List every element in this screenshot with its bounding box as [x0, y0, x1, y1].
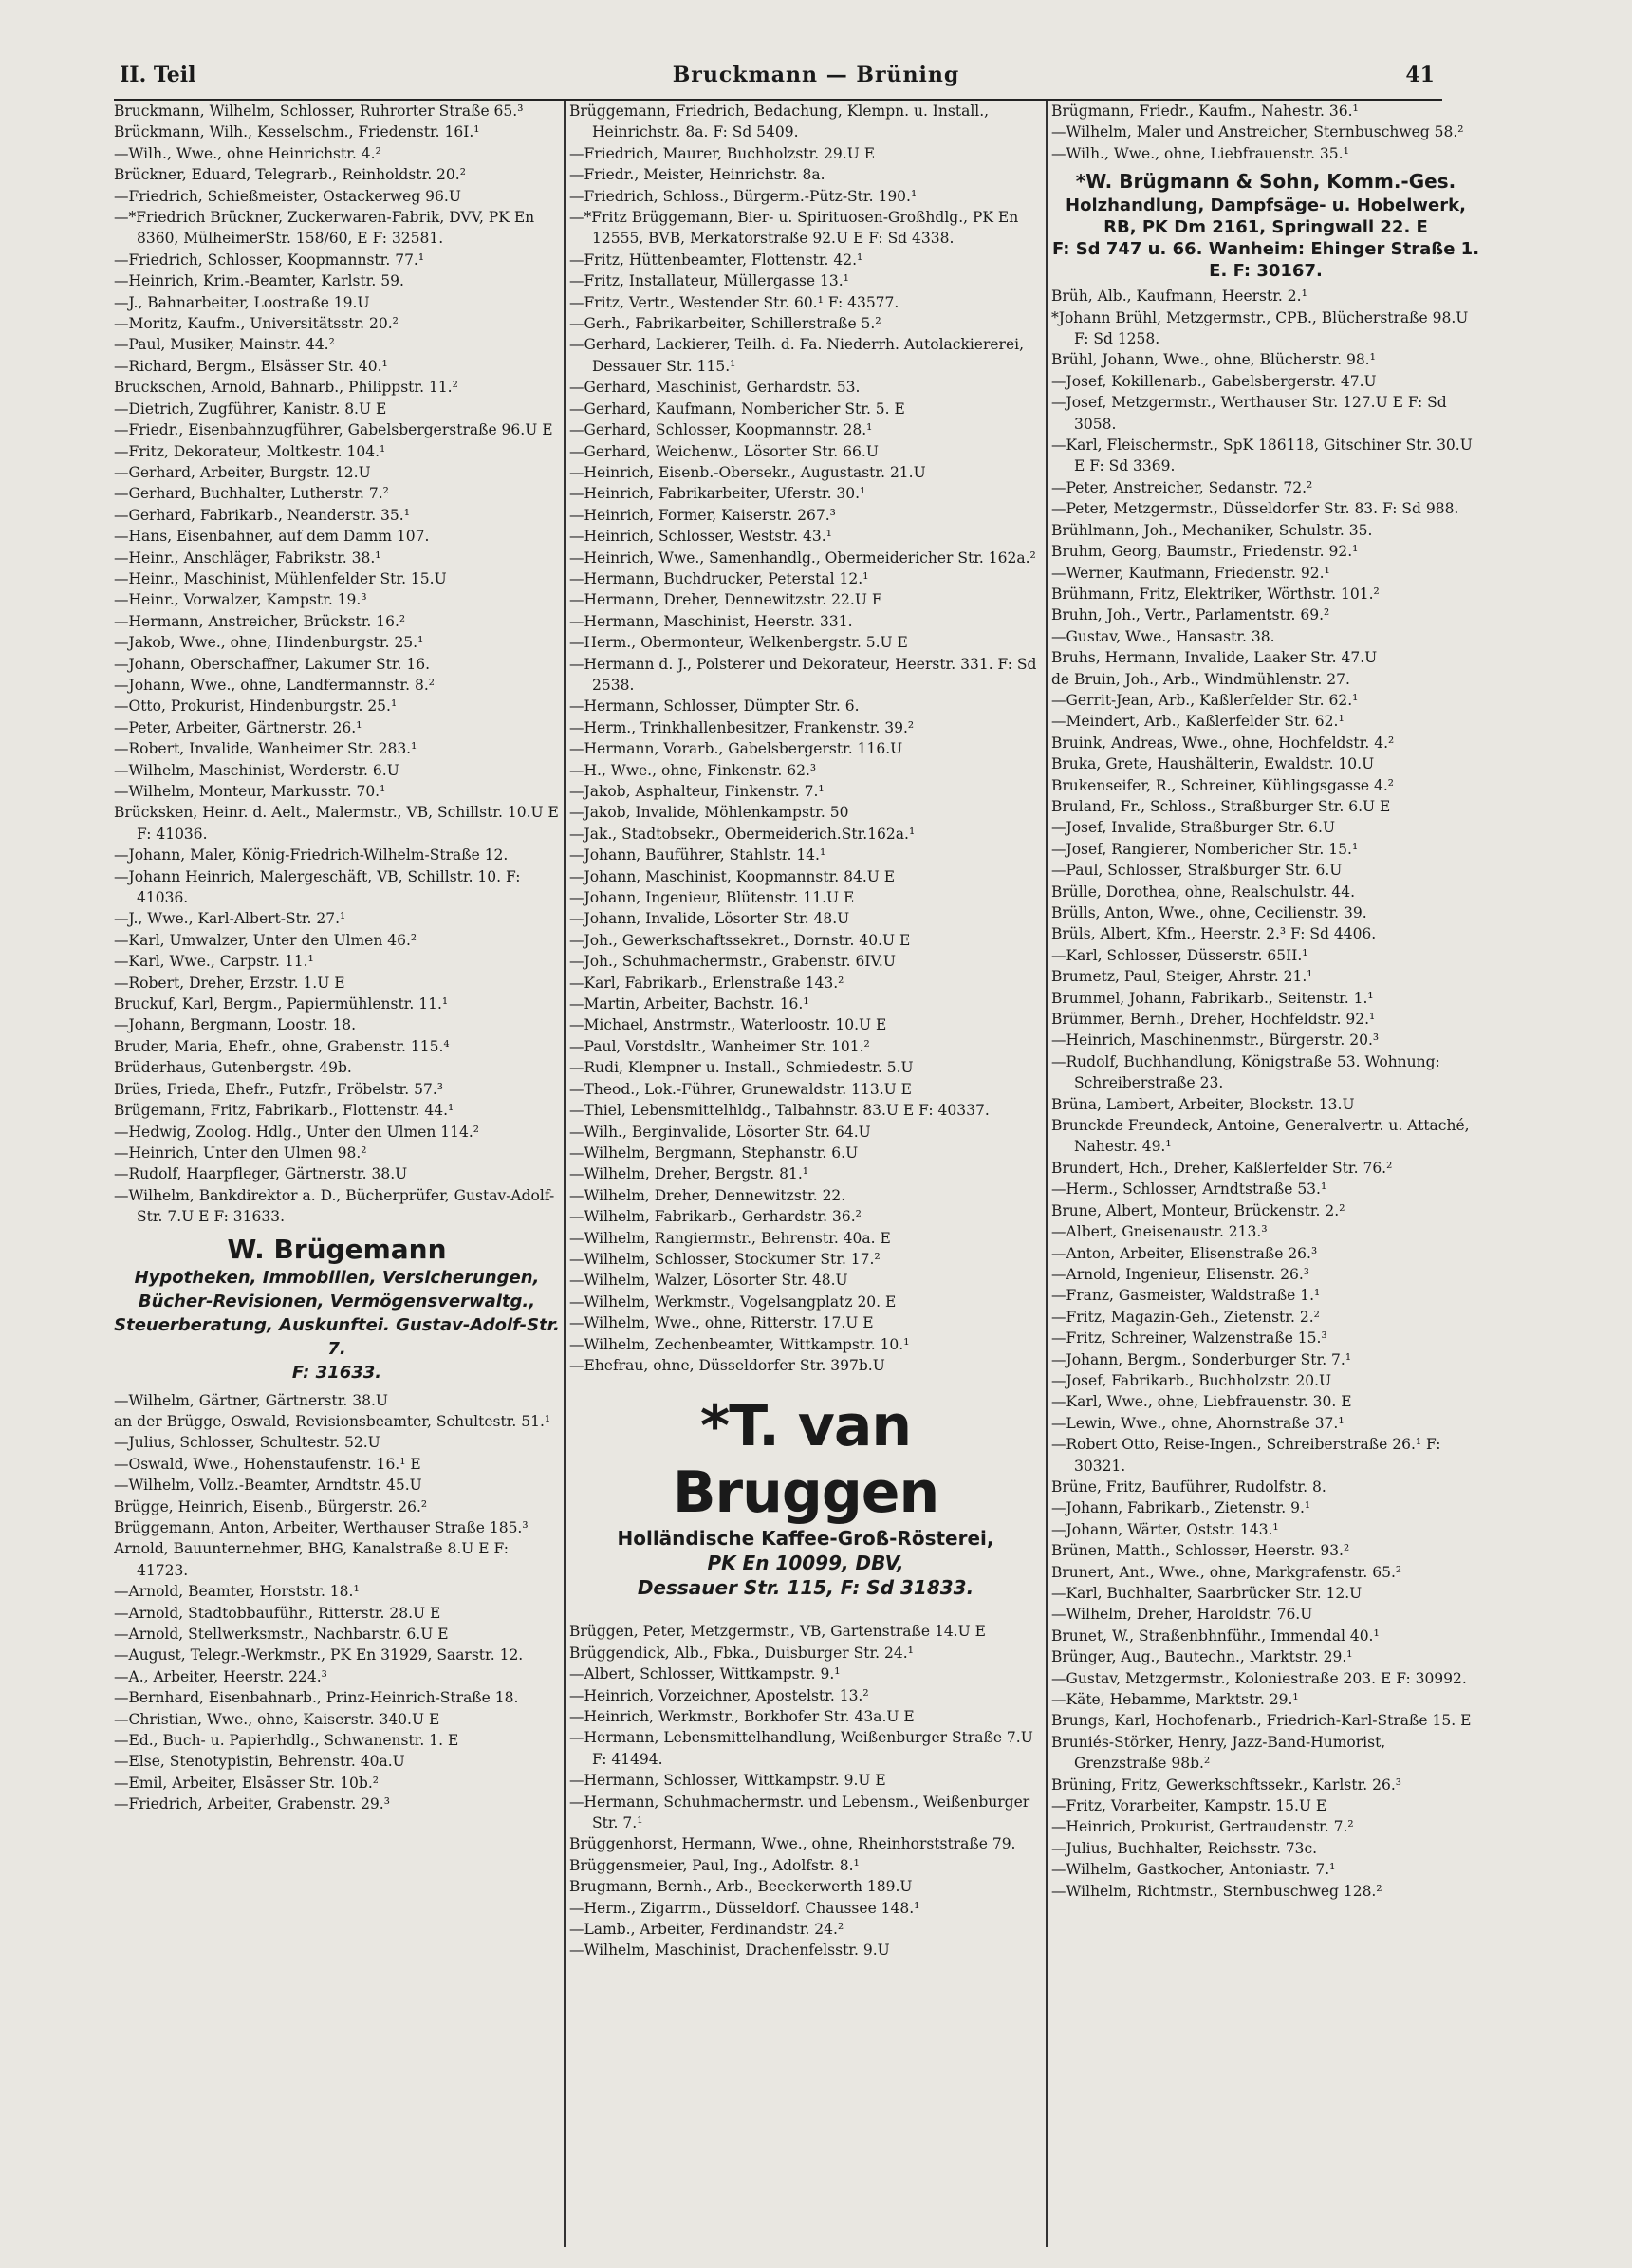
directory-entry: —Karl, Wwe., Carpstr. 11.¹	[114, 953, 314, 971]
directory-entry: —Wilhelm, Maschinist, Drachenfelsstr. 9.U	[569, 1942, 890, 1960]
directory-entry: —Gerhard, Kaufmann, Nombericher Str. 5. E	[569, 400, 905, 418]
directory-entry: Brüggemann, Anton, Arbeiter, Werthauser Straße 185.³	[114, 1518, 529, 1536]
directory-entry: Brüggenhorst, Hermann, Wwe., ohne, Rheinhorststraße 79.	[569, 1835, 1016, 1853]
directory-entry: —Josef, Metzgermstr., Werthauser Str. 127.U E F: Sd 3058.	[1051, 394, 1447, 433]
directory-entry: —Heinrich, Wwe., Samenhandlg., Obermeidericher Str. 162a.²	[569, 548, 1036, 567]
directory-entry: —Karl, Umwalzer, Unter den Ulmen 46.²	[114, 931, 417, 949]
directory-entry: —Wilhelm, Wwe., ohne, Ritterstr. 17.U E	[569, 1314, 874, 1332]
section-label: II. Teil	[120, 63, 196, 87]
directory-entry: —Fritz, Hüttenbeamter, Flottenstr. 42.¹	[569, 251, 863, 269]
column-3	[1051, 101, 1480, 2247]
directory-entry: Brülle, Dorothea, ohne, Realschulstr. 44.	[1051, 883, 1356, 901]
directory-entry: Bruder, Maria, Ehefr., ohne, Grabenstr. 115.⁴	[114, 1037, 450, 1055]
directory-entry: —J., Wwe., Karl-Albert-Str. 27.¹	[114, 910, 346, 928]
directory-entry: —Wilh., Berginvalide, Lösorter Str. 64.U	[569, 1123, 871, 1141]
advertisement	[1051, 168, 1480, 282]
directory-entry: —Johann, Maler, König-Friedrich-Wilhelm-Straße 12.	[114, 846, 509, 864]
directory-entry: —Heinrich, Schlosser, Weststr. 43.¹	[569, 528, 832, 546]
directory-entry: —Heinr., Vorwalzer, Kampstr. 19.³	[114, 591, 367, 609]
directory-entry: —Friedrich, Schloss., Bürgerm.-Pütz-Str. 190.¹	[569, 187, 918, 205]
directory-entry: —Joh., Schuhmachermstr., Grabenstr. 6IV.U	[569, 953, 896, 971]
directory-entry: —Hermann, Lebensmittelhandlung, Weißenburger Straße 7.U F: 41494.	[569, 1729, 1033, 1768]
directory-entry: —Rudolf, Buchhandlung, Königstraße 53. Wohnung: Schreiberstraße 23.	[1051, 1052, 1440, 1092]
directory-entry: —*Fritz Brüggemann, Bier- u. Spirituosen-Großhdlg., PK En 12555, BVB, Merkatorstraße 92.U E F: Sd 4338.	[569, 209, 1019, 248]
directory-entry: Brülls, Anton, Wwe., ohne, Cecilienstr. 39.	[1051, 904, 1367, 921]
directory-entry: Brüna, Lambert, Arbeiter, Blockstr. 13.U	[1051, 1095, 1355, 1113]
directory-entry: —Otto, Prokurist, Hindenburgstr. 25.¹	[114, 697, 398, 716]
directory-entry: Brüls, Albert, Kfm., Heerstr. 2.³ F: Sd 4406.	[1051, 925, 1377, 943]
directory-entry: —Gerhard, Schlosser, Koopmannstr. 28.¹	[569, 421, 873, 439]
directory-entry: —Wilhelm, Dreher, Bergstr. 81.¹	[569, 1165, 808, 1183]
directory-entry: —Heinr., Maschinist, Mühlenfelder Str. 15.U	[114, 569, 447, 587]
directory-entry: —Wilhelm, Richtmstr., Sternbuschweg 128.²	[1051, 1882, 1382, 1900]
directory-entry: —Karl, Fabrikarb., Erlenstraße 143.²	[569, 974, 844, 992]
directory-entry: Brünen, Matth., Schlosser, Heerstr. 93.²	[1051, 1542, 1350, 1560]
directory-entry: Brühl, Johann, Wwe., ohne, Blücherstr. 98.¹	[1051, 351, 1376, 369]
directory-entry: —Theod., Lok.-Führer, Grunewaldstr. 113.U E	[569, 1080, 912, 1098]
directory-entry: —Arnold, Beamter, Horststr. 18.¹	[114, 1583, 360, 1601]
directory-entry: —Wilh., Wwe., ohne, Liebfrauenstr. 35.¹	[1051, 144, 1349, 162]
directory-entry: —Emil, Arbeiter, Elsässer Str. 10b.²	[114, 1774, 379, 1792]
directory-entry: —Christian, Wwe., ohne, Kaiserstr. 340.U E	[114, 1710, 440, 1728]
directory-entry: —Wilhelm, Dreher, Dennewitzstr. 22.	[569, 1186, 846, 1204]
directory-entry: —Käte, Hebamme, Marktstr. 29.¹	[1051, 1691, 1299, 1709]
directory-entry: —Hermann, Schuhmachermstr. und Lebensm., Weißenburger Str. 7.¹	[569, 1793, 1030, 1832]
directory-entry: Bruhs, Hermann, Invalide, Laaker Str. 47.U	[1051, 649, 1378, 667]
directory-entry: —Hedwig, Zoolog. Hdlg., Unter den Ulmen 114.²	[114, 1123, 480, 1141]
directory-entry: —Fritz, Vertr., Westender Str. 60.¹ F: 43577.	[569, 293, 899, 311]
directory-entry: —Jakob, Asphalteur, Finkenstr. 7.¹	[569, 783, 825, 800]
directory-entry: —Heinrich, Prokurist, Gertraudenstr. 7.²	[1051, 1818, 1354, 1836]
directory-entry: —Hans, Eisenbahner, auf dem Damm 107.	[114, 528, 430, 546]
directory-entry: —Richard, Bergm., Elsässer Str. 40.¹	[114, 357, 388, 375]
directory-entry: —Johann, Invalide, Lösorter Str. 48.U	[569, 910, 850, 928]
advertiser-name: *T. van Bruggen	[672, 1393, 939, 1527]
advertisement-line: F: Sd 747 u. 66. Wanheim: Ehinger Straße 1. E. F: 30167.	[1051, 239, 1480, 282]
advertisement-line: Holländische Kaffee-Groß-Rösterei,	[617, 1527, 994, 1551]
directory-entry: —Friedr., Meister, Heinrichstr. 8a.	[569, 166, 825, 184]
directory-entry: Brügmann, Friedr., Kaufm., Nahestr. 36.¹	[1051, 102, 1359, 120]
directory-entry: —Hermann, Vorarb., Gabelsbergerstr. 116.U	[569, 740, 903, 758]
column-divider	[1046, 101, 1048, 2247]
directory-entry: —Wilhelm, Monteur, Markusstr. 70.¹	[114, 783, 386, 800]
directory-entry: Brungs, Karl, Hochofenarb., Friedrich-Karl-Straße 15. E	[1051, 1712, 1472, 1730]
directory-entry: —Johann, Fabrikarb., Zietenstr. 9.¹	[1051, 1499, 1311, 1517]
directory-entry: —Wilhelm, Zechenbeamter, Wittkampstr. 10.¹	[569, 1335, 910, 1353]
directory-entry: —Fritz, Dekorateur, Moltkestr. 104.¹	[114, 442, 386, 460]
directory-entry: —Josef, Kokillenarb., Gabelsbergerstr. 47.U	[1051, 372, 1377, 390]
directory-entry: —Gerrit-Jean, Arb., Kaßlerfelder Str. 62.¹	[1051, 691, 1359, 709]
directory-entry: —Wilhelm, Dreher, Haroldstr. 76.U	[1051, 1606, 1313, 1624]
directory-entry: —Hermann d. J., Polsterer und Dekorateur, Heerstr. 331. F: Sd 2538.	[569, 655, 1037, 694]
directory-entry: —Wilhelm, Vollz.-Beamter, Arndtstr. 45.U	[114, 1477, 422, 1495]
directory-entry: —Thiel, Lebensmittelhldg., Talbahnstr. 83.U E F: 40337.	[569, 1102, 990, 1120]
directory-entry: —Herm., Obermonteur, Welkenbergstr. 5.U E	[569, 634, 908, 652]
directory-entry: Brüggen, Peter, Metzgermstr., VB, Gartenstraße 14.U E	[569, 1623, 986, 1641]
directory-entry: —Fritz, Installateur, Müllergasse 13.¹	[569, 272, 849, 290]
directory-entry: —Josef, Fabrikarb., Buchholzstr. 20.U	[1051, 1371, 1332, 1389]
directory-entry: —Herm., Zigarrm., Düsseldorf. Chaussee 148.¹	[569, 1899, 920, 1917]
directory-entry: —Friedrich, Arbeiter, Grabenstr. 29.³	[114, 1795, 390, 1813]
directory-entry: —Moritz, Kaufm., Universitätsstr. 20.²	[114, 315, 399, 333]
directory-entry: —Joh., Gewerkschaftssekret., Dornstr. 40.U E	[569, 931, 911, 949]
directory-entry: —J., Bahnarbeiter, Loostraße 19.U	[114, 293, 370, 311]
directory-entry: —Wilhelm, Maler und Anstreicher, Sternbuschweg 58.²	[1051, 123, 1464, 141]
directory-entry: —Heinrich, Former, Kaiserstr. 267.³	[569, 506, 836, 524]
directory-entry: —Friedrich, Maurer, Buchholzstr. 29.U E	[569, 144, 876, 162]
directory-entry: —Heinrich, Maschinenmstr., Bürgerstr. 20.³	[1051, 1032, 1380, 1050]
directory-entry: —Friedr., Eisenbahnzugführer, Gabelsbergerstraße 96.U E	[114, 421, 553, 439]
column-1	[114, 101, 560, 2247]
directory-entry: —Lamb., Arbeiter, Ferdinandstr. 24.²	[569, 1921, 844, 1939]
directory-entry: —Oswald, Wwe., Hohenstaufenstr. 16.¹ E	[114, 1455, 421, 1473]
directory-entry: —Julius, Buchhalter, Reichsstr. 73c.	[1051, 1839, 1318, 1857]
directory-entry: —Ehefrau, ohne, Düsseldorfer Str. 397b.U	[569, 1356, 885, 1374]
directory-entry: —Hermann, Buchdrucker, Peterstal 12.¹	[569, 569, 869, 587]
directory-entry: Brune, Albert, Monteur, Brückenstr. 2.²	[1051, 1201, 1345, 1219]
directory-entry: Brunert, Ant., Wwe., ohne, Markgrafenstr. 65.²	[1051, 1563, 1402, 1581]
directory-entry: —Johann, Bergm., Sonderburger Str. 7.¹	[1051, 1350, 1352, 1368]
directory-entry: —Gerhard, Arbeiter, Burgstr. 12.U	[114, 463, 371, 481]
directory-entry: —Peter, Anstreicher, Sedanstr. 72.²	[1051, 478, 1313, 496]
advertisement-line: PK En 10099, DBV,	[707, 1552, 904, 1575]
directory-entry: —Jakob, Invalide, Möhlenkampstr. 50	[569, 804, 849, 822]
directory-entry: —Wilhelm, Gärtner, Gärtnerstr. 38.U	[114, 1391, 388, 1409]
directory-entry: —*Friedrich Brückner, Zuckerwaren-Fabrik, DVV, PK En 8360, MülheimerStr. 158/60, E F: 32581.	[114, 209, 535, 248]
directory-entry: —A., Arbeiter, Heerstr. 224.³	[114, 1667, 327, 1685]
directory-entry: —Wilhelm, Fabrikarb., Gerhardstr. 36.²	[569, 1208, 862, 1226]
advertisement-line: Holzhandlung, Dampfsäge- u. Hobelwerk, RB, PK Dm 2161, Springwall 22. E	[1066, 195, 1466, 238]
advertisement-line: F: 31633.	[291, 1362, 382, 1383]
directory-entry: —Hermann, Maschinist, Heerstr. 331.	[569, 612, 853, 630]
advertisement	[114, 1234, 560, 1385]
directory-entry: —Robert, Invalide, Wanheimer Str. 283.¹	[114, 740, 417, 758]
directory-entry: —Heinrich, Eisenb.-Obersekr., Augustastr. 21.U	[569, 463, 926, 481]
directory-entry: —Fritz, Vorarbeiter, Kampstr. 15.U E	[1051, 1797, 1327, 1815]
directory-entry: Brünger, Aug., Bautechn., Marktstr. 29.¹	[1051, 1648, 1353, 1666]
advertisement-line: Dessauer Str. 115, F: Sd 31833.	[637, 1576, 974, 1600]
directory-entry: Brüh, Alb., Kaufmann, Heerstr. 2.¹	[1051, 288, 1307, 306]
directory-entry: Bruland, Fr., Schloss., Straßburger Str. 6.U E	[1051, 797, 1391, 815]
directory-entry: —Franz, Gasmeister, Waldstraße 1.¹	[1051, 1287, 1321, 1305]
directory-entry: —Lewin, Wwe., ohne, Ahornstraße 37.¹	[1051, 1414, 1345, 1432]
directory-entry: —Albert, Schlosser, Wittkampstr. 9.¹	[569, 1665, 841, 1683]
column-2	[569, 101, 1042, 2247]
directory-entry: —Paul, Vorstdsltr., Wanheimer Str. 101.²	[569, 1037, 870, 1055]
directory-entry: —Julius, Schlosser, Schultestr. 52.U	[114, 1434, 380, 1452]
directory-entry: —Johann, Wärter, Oststr. 143.¹	[1051, 1520, 1279, 1538]
directory-entry: —Albert, Gneisenaustr. 213.³	[1051, 1223, 1268, 1241]
directory-entry: —Johann Heinrich, Malergeschäft, VB, Schillstr. 10. F: 41036.	[114, 867, 521, 907]
directory-entry: —Johann, Wwe., ohne, Landfermannstr. 8.²	[114, 676, 435, 694]
directory-entry: —Werner, Kaufmann, Friedenstr. 92.¹	[1051, 564, 1330, 582]
directory-entry: Bruckschen, Arnold, Bahnarb., Philippstr. 11.²	[114, 379, 458, 397]
directory-entry: Brumetz, Paul, Steiger, Ahrstr. 21.¹	[1051, 968, 1313, 986]
advertisement	[569, 1393, 1042, 1600]
directory-entry: —Arnold, Stadtobbauführ., Ritterstr. 28.U E	[114, 1604, 441, 1622]
directory-entry: de Bruin, Joh., Arb., Windmühlenstr. 27.	[1051, 670, 1350, 688]
directory-entry: Brückner, Eduard, Telegrarb., Reinholdstr. 20.²	[114, 166, 466, 184]
directory-entry: Brügemann, Fritz, Fabrikarb., Flottenstr. 44.¹	[114, 1102, 454, 1120]
directory-entry: —Wilhelm, Gastkocher, Antoniastr. 7.¹	[1051, 1861, 1336, 1879]
directory-entry: —Heinrich, Krim.-Beamter, Karlstr. 59.	[114, 272, 404, 290]
directory-entry: —Martin, Arbeiter, Bachstr. 16.¹	[569, 995, 809, 1013]
directory-entry: Brühmann, Fritz, Elektriker, Wörthstr. 101.²	[1051, 585, 1380, 603]
directory-entry: —Heinrich, Fabrikarbeiter, Uferstr. 30.¹	[569, 485, 866, 503]
directory-entry: —Heinrich, Vorzeichner, Apostelstr. 13.²	[569, 1686, 869, 1704]
directory-entry: —Gerhard, Weichenw., Lösorter Str. 66.U	[569, 442, 879, 460]
column-divider	[564, 101, 566, 2247]
directory-entry: —Karl, Schlosser, Düsserstr. 65II.¹	[1051, 946, 1308, 964]
directory-entry: Brüning, Fritz, Gewerkschftssekr., Karlstr. 26.³	[1051, 1775, 1401, 1794]
directory-entry: —Hermann, Schlosser, Dümpter Str. 6.	[569, 697, 860, 716]
directory-entry: —Gerh., Fabrikarbeiter, Schillerstraße 5.²	[569, 315, 881, 333]
directory-entry: Brüne, Fritz, Bauführer, Rudolfstr. 8.	[1051, 1478, 1326, 1496]
directory-entry: —Peter, Metzgermstr., Düsseldorfer Str. 83. F: Sd 988.	[1051, 500, 1459, 518]
directory-entry: an der Brügge, Oswald, Revisionsbeamter, Schultestr. 51.¹	[114, 1412, 551, 1430]
directory-entry: —Peter, Arbeiter, Gärtnerstr. 26.¹	[114, 718, 362, 736]
directory-entry: —Friedrich, Schlosser, Koopmannstr. 77.¹	[114, 251, 425, 269]
directory-entry: —Wilhelm, Rangiermstr., Behrenstr. 40a. E	[569, 1229, 891, 1247]
directory-entry: —Hermann, Anstreicher, Brückstr. 16.²	[114, 612, 406, 630]
directory-entry: Brunet, W., Straßenbhnführ., Immendal 40.¹	[1051, 1627, 1380, 1645]
directory-entry: Brühlmann, Joh., Mechaniker, Schulstr. 35.	[1051, 521, 1373, 539]
directory-entry: —Josef, Invalide, Straßburger Str. 6.U	[1051, 819, 1336, 837]
directory-entry: —Johann, Ingenieur, Blütenstr. 11.U E	[569, 889, 855, 907]
directory-entry: —Robert Otto, Reise-Ingen., Schreiberstraße 26.¹ F: 30321.	[1051, 1436, 1441, 1475]
directory-entry: Bruckmann, Wilhelm, Schlosser, Ruhrorter Straße 65.³	[114, 102, 524, 120]
directory-entry: —Karl, Wwe., ohne, Liebfrauenstr. 30. E	[1051, 1393, 1352, 1411]
directory-entry: —August, Telegr.-Werkmstr., PK En 31929, Saarstr. 12.	[114, 1646, 524, 1664]
directory-entry: *Johann Brühl, Metzgermstr., CPB., Blücherstraße 98.U F: Sd 1258.	[1051, 308, 1469, 348]
directory-entry: Brugmann, Bernh., Arb., Beeckerwerth 189.U	[569, 1878, 913, 1896]
directory-entry: Arnold, Bauunternehmer, BHG, Kanalstraße 8.U E F: 41723.	[114, 1540, 509, 1579]
directory-entry: —Paul, Schlosser, Straßburger Str. 6.U	[1051, 862, 1343, 880]
directory-entry: —Dietrich, Zugführer, Kanistr. 8.U E	[114, 400, 387, 418]
directory-entry: Bruink, Andreas, Wwe., ohne, Hochfeldstr. 4.²	[1051, 734, 1395, 752]
directory-entry: Bruka, Grete, Haushälterin, Ewaldstr. 10.U	[1051, 755, 1375, 773]
directory-entry: —Wilhelm, Bankdirektor a. D., Bücherprüfer, Gustav-Adolf-Str. 7.U E F: 31633.	[114, 1186, 555, 1226]
directory-entry: Brüggendick, Alb., Fbka., Duisburger Str. 24.¹	[569, 1644, 914, 1662]
directory-entry: —Arnold, Ingenieur, Elisenstr. 26.³	[1051, 1265, 1309, 1283]
directory-entry: —Bernhard, Eisenbahnarb., Prinz-Heinrich-Straße 18.	[114, 1689, 519, 1707]
directory-entry: Brücksken, Heinr. d. Aelt., Malermstr., VB, Schillstr. 10.U E F: 41036.	[114, 804, 559, 843]
directory-entry: —Wilhelm, Werkmstr., Vogelsangplatz 20. E	[569, 1292, 897, 1311]
directory-entry: —Gustav, Wwe., Hansastr. 38.	[1051, 627, 1275, 645]
directory-entry: —Wilhelm, Maschinist, Werderstr. 6.U	[114, 761, 399, 779]
page-number: 41	[1405, 63, 1435, 87]
directory-entry: —Arnold, Stellwerksmstr., Nachbarstr. 6.U E	[114, 1626, 449, 1643]
directory-entry: —Friedrich, Schießmeister, Ostackerweg 96.U	[114, 187, 461, 205]
directory-entry: —Karl, Fleischermstr., SpK 186118, Gitschiner Str. 30.U E F: Sd 3369.	[1051, 437, 1473, 475]
directory-entry: —Robert, Dreher, Erzstr. 1.U E	[114, 974, 345, 992]
directory-entry: —Johann, Bergmann, Loostr. 18.	[114, 1016, 357, 1034]
directory-entry: —Meindert, Arb., Kaßlerfelder Str. 62.¹	[1051, 713, 1345, 731]
directory-entry: —Gerhard, Lackierer, Teilh. d. Fa. Niederrh. Autolackiererei, Dessauer Str. 115.¹	[569, 336, 1025, 375]
directory-entry: Bruckuf, Karl, Bergm., Papiermühlenstr. 11.¹	[114, 995, 449, 1013]
directory-entry: —Wilh., Wwe., ohne Heinrichstr. 4.²	[114, 144, 381, 162]
directory-entry: —Anton, Arbeiter, Elisenstraße 26.³	[1051, 1244, 1318, 1262]
directory-entry: —Fritz, Magazin-Geh., Zietenstr. 2.²	[1051, 1308, 1320, 1326]
directory-entry: Brummel, Johann, Fabrikarb., Seitenstr. 1.¹	[1051, 989, 1374, 1007]
directory-entry: Brümmer, Bernh., Dreher, Hochfeldstr. 92.¹	[1051, 1011, 1376, 1029]
directory-entry: —Gerhard, Buchhalter, Lutherstr. 7.²	[114, 485, 389, 503]
directory-entry: —Rudolf, Haarpfleger, Gärtnerstr. 38.U	[114, 1165, 408, 1183]
directory-entry: Brües, Frieda, Ehefr., Putzfr., Fröbelstr. 57.³	[114, 1080, 443, 1098]
directory-entry: —Michael, Anstrmstr., Waterloostr. 10.U E	[569, 1016, 887, 1034]
directory-entry: Bruniés-Störker, Henry, Jazz-Band-Humorist, Grenzstraße 98b.²	[1051, 1733, 1386, 1773]
page-title: Bruckmann — Brüning	[672, 63, 960, 87]
directory-entry: —Josef, Rangierer, Nombericher Str. 15.¹	[1051, 840, 1359, 858]
directory-entry: —Hermann, Schlosser, Wittkampstr. 9.U E	[569, 1772, 886, 1790]
directory-entry: —Wilhelm, Schlosser, Stockumer Str. 17.²	[569, 1250, 881, 1268]
directory-entry: —Hermann, Dreher, Dennewitzstr. 22.U E	[569, 591, 883, 609]
directory-entry: —H., Wwe., ohne, Finkenstr. 62.³	[569, 761, 817, 779]
directory-entry: Brukenseifer, R., Schreiner, Kühlingsgasse 4.²	[1051, 776, 1395, 794]
directory-entry: —Karl, Buchhalter, Saarbrücker Str. 12.U	[1051, 1585, 1363, 1602]
directory-entry: Bruhn, Joh., Vertr., Parlamentstr. 69.²	[1051, 606, 1330, 624]
directory-entry: —Johann, Oberschaffner, Lakumer Str. 16.	[114, 655, 431, 673]
directory-entry: —Heinr., Anschläger, Fabrikstr. 38.¹	[114, 548, 381, 567]
directory-entry: —Wilhelm, Walzer, Lösorter Str. 48.U	[569, 1272, 848, 1290]
directory-entry: Brüggensmeier, Paul, Ing., Adolfstr. 8.¹	[569, 1856, 860, 1874]
directory-entry: —Gustav, Metzgermstr., Koloniestraße 203. E F: 30992.	[1051, 1669, 1467, 1687]
advertisement-line: Hypotheken, Immobilien, Versicherungen, Bücher-Revisionen, Vermögensverwaltg., Steuerberatung, Auskunftei. Gustav-Adolf-Str. 7.	[114, 1267, 560, 1359]
directory-entry: Brüderhaus, Gutenbergstr. 49b.	[114, 1059, 352, 1077]
directory-entry: —Paul, Musiker, Mainstr. 44.²	[114, 336, 335, 354]
directory-entry: Brundert, Hch., Dreher, Kaßlerfelder Str. 76.²	[1051, 1159, 1393, 1177]
directory-entry: —Herm., Schlosser, Arndtstraße 53.¹	[1051, 1180, 1327, 1199]
directory-entry: —Else, Stenotypistin, Behrenstr. 40a.U	[114, 1753, 405, 1771]
directory-entry: —Jak., Stadtobsekr., Obermeiderich.Str.162a.¹	[569, 825, 916, 843]
directory-entry: —Johann, Maschinist, Koopmannstr. 84.U E	[569, 867, 896, 885]
directory-entry: Brügge, Heinrich, Eisenb., Bürgerstr. 26.²	[114, 1497, 428, 1515]
directory-entry: —Gerhard, Maschinist, Gerhardstr. 53.	[569, 379, 861, 397]
directory-entry: Brüggemann, Friedrich, Bedachung, Klempn. u. Install., Heinrichstr. 8a. F: Sd 5409.	[569, 102, 990, 141]
directory-entry: —Herm., Trinkhallenbesitzer, Frankenstr. 39.²	[569, 718, 915, 736]
directory-entry: —Wilhelm, Bergmann, Stephanstr. 6.U	[569, 1143, 859, 1162]
directory-entry: —Heinrich, Unter den Ulmen 98.²	[114, 1143, 367, 1162]
directory-entry: —Fritz, Schreiner, Walzenstraße 15.³	[1051, 1329, 1327, 1348]
directory-entry: Brückmann, Wilh., Kesselschm., Friedenstr. 16I.¹	[114, 123, 480, 141]
directory-entry: Brunckde Freundeck, Antoine, Generalvertr. u. Attaché, Nahestr. 49.¹	[1051, 1117, 1470, 1156]
directory-entry: —Ed., Buch- u. Papierhdlg., Schwanenstr. 1. E	[114, 1732, 459, 1750]
advertiser-name: W. Brügemann	[227, 1233, 447, 1265]
directory-entry: Bruhm, Georg, Baumstr., Friedenstr. 92.¹	[1051, 543, 1359, 561]
directory-entry: —Heinrich, Werkmstr., Borkhofer Str. 43a.U E	[569, 1708, 915, 1725]
directory-entry: —Jakob, Wwe., ohne, Hindenburgstr. 25.¹	[114, 634, 424, 652]
directory-entry: —Johann, Bauführer, Stahlstr. 14.¹	[569, 846, 826, 864]
advertiser-name: *W. Brügmann & Sohn, Komm.-Ges.	[1075, 170, 1456, 194]
directory-entry: —Rudi, Klempner u. Install., Schmiedestr. 5.U	[569, 1059, 914, 1077]
directory-entry: —Gerhard, Fabrikarb., Neanderstr. 35.¹	[114, 506, 410, 524]
